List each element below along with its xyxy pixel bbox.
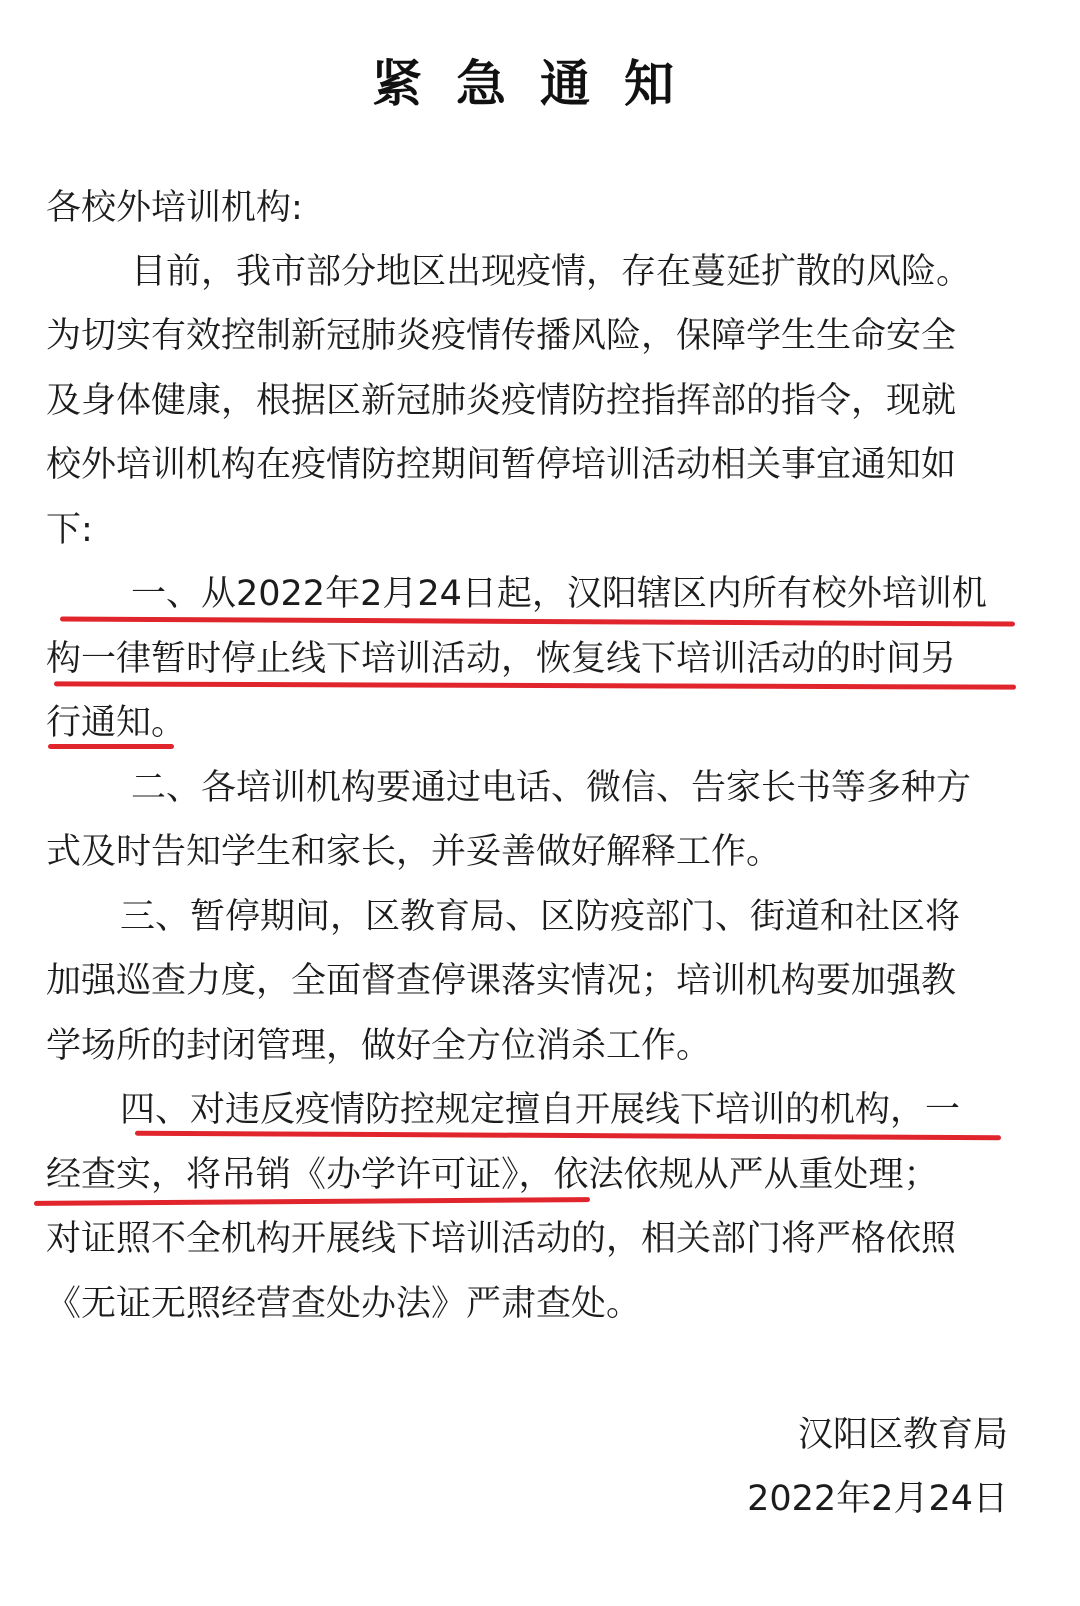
body-line: 及身体健康，根据区新冠肺炎疫情防控指挥部的指令，现就 [46,381,957,421]
item-three-line: 三、暂停期间，区教育局、区防疫部门、街道和社区将 [120,897,961,937]
item-three-line: 加强巡查力度，全面督查停课落实情况；培训机构要加强教 [46,961,957,1001]
page-title: 紧急通知 [372,55,708,113]
body-line: 目前，我市部分地区出现疫情，存在蔓延扩散的风险。 [131,252,972,292]
red-underline [60,616,1015,626]
item-four-line: 对证照不全机构开展线下培训活动的，相关部门将严格依照 [46,1219,957,1259]
item-one-line: 一、从2022年2月24日起，汉阳辖区内所有校外培训机 [131,574,987,614]
red-underline [54,681,1016,689]
red-underline [135,1131,1001,1141]
red-underline [48,744,174,749]
signature: 汉阳区教育局 [797,1415,1008,1455]
item-four-line: 四、对违反疫情防控规定擅自开展线下培训的机构，一 [120,1090,961,1130]
item-four-line: 《无证无照经营查处办法》严肃查处。 [46,1284,642,1324]
item-two-line: 二、各培训机构要通过电话、微信、告家长书等多种方 [131,768,972,808]
item-one-line: 行通知。 [46,703,187,743]
body-line: 校外培训机构在疫情防控期间暂停培训活动相关事宜通知如 [46,445,957,485]
item-three-line: 学场所的封闭管理，做好全方位消杀工作。 [46,1026,712,1066]
addressee: 各校外培训机构: [46,188,303,228]
date: 2022年2月24日 [747,1479,1008,1519]
item-one-line: 构一律暂时停止线下培训活动，恢复线下培训活动的时间另 [46,639,957,679]
item-four-line: 经查实，将吊销《办学许可证》，依法依规从严从重处理； [46,1155,939,1195]
body-line: 下: [46,510,93,550]
body-line: 为切实有效控制新冠肺炎疫情传播风险，保障学生生命安全 [46,316,957,356]
item-two-line: 式及时告知学生和家长，并妥善做好解释工作。 [46,832,782,872]
red-underline [34,1197,590,1206]
